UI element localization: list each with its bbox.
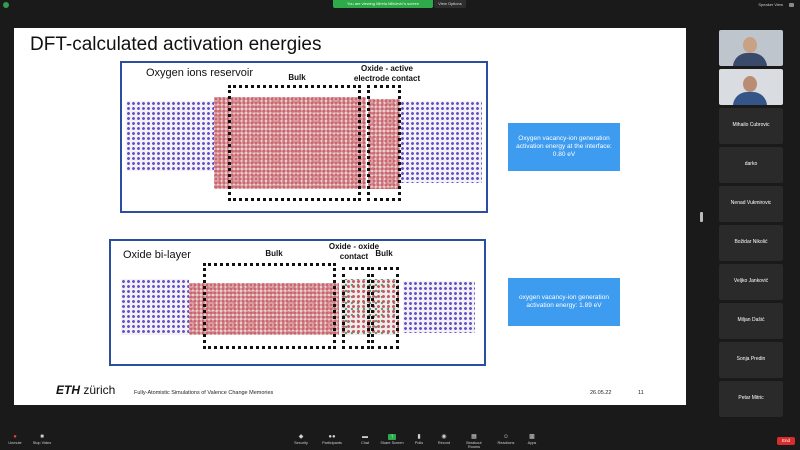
contact-label-line2: electrode contact (353, 74, 421, 83)
participant-tile[interactable] (719, 147, 783, 183)
chat-bubble-icon: ▬ (362, 434, 368, 440)
bilayer-panel (109, 239, 486, 366)
bilayer-bulk-highlight-box (203, 263, 336, 349)
bulk-highlight-box (228, 85, 361, 201)
microphone-muted-icon: ● (13, 434, 17, 440)
participant-name: Veljko Janković (733, 278, 769, 284)
security-button[interactable]: ◆ Security (294, 434, 308, 445)
apps-grid-icon: ▩ (529, 434, 535, 440)
contact-highlight-box (367, 85, 401, 201)
contact-label-line1: Oxide - active (360, 64, 414, 73)
oxide-contact-highlight-box (342, 267, 370, 349)
participant-video-tile[interactable] (719, 69, 783, 105)
view-options-button[interactable]: View Options (434, 0, 466, 8)
shield-icon: ◆ (298, 434, 304, 440)
slide-footer-title: Fully-Atomistic Simulations of Valence Change Memories (134, 390, 274, 396)
speaker-view-button[interactable]: Speaker View (758, 2, 783, 7)
share-screen-icon: ↑ (388, 434, 396, 440)
participant-name: darko (744, 161, 758, 167)
participant-name: Miljan Dašić (737, 317, 765, 323)
bulk-left-label: Bulk (265, 249, 283, 258)
record-button[interactable]: ◉ Record (437, 434, 451, 445)
bilayer-energy-box: oxygen vacancy-ion generation activation energy: 1.89 eV (508, 278, 620, 326)
share-screen-button[interactable]: ↑ Share Screen (380, 434, 404, 445)
chat-button[interactable]: ▬ Chat (360, 434, 370, 445)
fullscreen-icon[interactable] (789, 3, 794, 7)
participant-name: Nenad Vukmirovic (730, 200, 772, 206)
bulk-label: Bulk (288, 73, 306, 82)
participants-button[interactable]: ●● Participants (322, 434, 342, 445)
oxide-contact-label-line1: Oxide - oxide (328, 242, 380, 251)
participant-head (743, 76, 757, 92)
interface-energy-box: Oxygen vacancy-ion generation activation energy at the interface: 0.80 eV (508, 123, 620, 171)
participant-tile[interactable] (719, 342, 783, 378)
electrode-left-atoms (126, 101, 216, 171)
participant-head (743, 37, 757, 53)
participant-name: Sonja Predin (736, 356, 766, 362)
participant-body (733, 53, 767, 66)
breakout-rooms-button[interactable]: ▦ Breakout Rooms (466, 434, 482, 449)
encryption-shield-icon[interactable] (3, 2, 9, 8)
participant-video-tile[interactable] (719, 30, 783, 66)
slide-page-number: 11 (638, 390, 644, 396)
reactions-smiley-icon: ☺ (502, 434, 510, 440)
participant-tile[interactable] (719, 264, 783, 300)
polls-button[interactable]: ▮ Polls (414, 434, 424, 445)
participant-tile[interactable] (719, 381, 783, 417)
electrode-right-atoms (400, 101, 482, 183)
participant-tile[interactable] (719, 303, 783, 339)
stop-video-button[interactable]: ■ Stop Video (32, 434, 52, 445)
participant-tile[interactable] (719, 186, 783, 222)
participant-name: Petar Mitric (738, 395, 764, 401)
eth-logo: ETH zürich (56, 383, 116, 397)
bilayer-left-electrode-atoms (121, 279, 189, 335)
participants-icon: ●● (328, 434, 336, 440)
participant-body (733, 92, 767, 105)
top-right-controls (758, 2, 794, 7)
meeting-toolbar (0, 432, 800, 450)
split-view-resize-handle[interactable] (700, 212, 703, 222)
apps-button[interactable]: ▩ Apps (527, 434, 537, 445)
reactions-button[interactable]: ☺ Reactions (497, 434, 515, 445)
top-bar (0, 0, 800, 10)
record-icon: ◉ (441, 434, 447, 440)
bulk-right-label: Bulk (375, 249, 393, 258)
reservoir-label: Oxygen ions reservoir (146, 67, 253, 79)
slide-title: DFT-calculated activation energies (30, 34, 322, 55)
screen-sharing-banner: You are viewing Mirela Milićević's screen (333, 0, 433, 8)
oxide-contact-label-line2: contact (339, 252, 369, 261)
video-camera-icon: ■ (40, 434, 44, 440)
participant-tile[interactable] (719, 108, 783, 144)
shared-slide (14, 28, 686, 405)
participant-name: Mihailo Cubrovic (732, 122, 770, 128)
bilayer-right-electrode-atoms (403, 281, 475, 333)
unmute-button[interactable]: ● Unmute (8, 434, 22, 445)
slide-date: 26.05.22 (590, 390, 612, 396)
breakout-rooms-icon: ▦ (471, 434, 477, 440)
participant-name: Božidar Nikolić (734, 239, 768, 245)
bilayer-label: Oxide bi-layer (123, 249, 191, 261)
polls-bar-icon: ▮ (417, 434, 421, 440)
bilayer-bulk-right-highlight-box (371, 267, 399, 349)
end-meeting-button[interactable]: End (777, 437, 795, 445)
reservoir-panel (120, 61, 488, 213)
participant-tile[interactable] (719, 225, 783, 261)
